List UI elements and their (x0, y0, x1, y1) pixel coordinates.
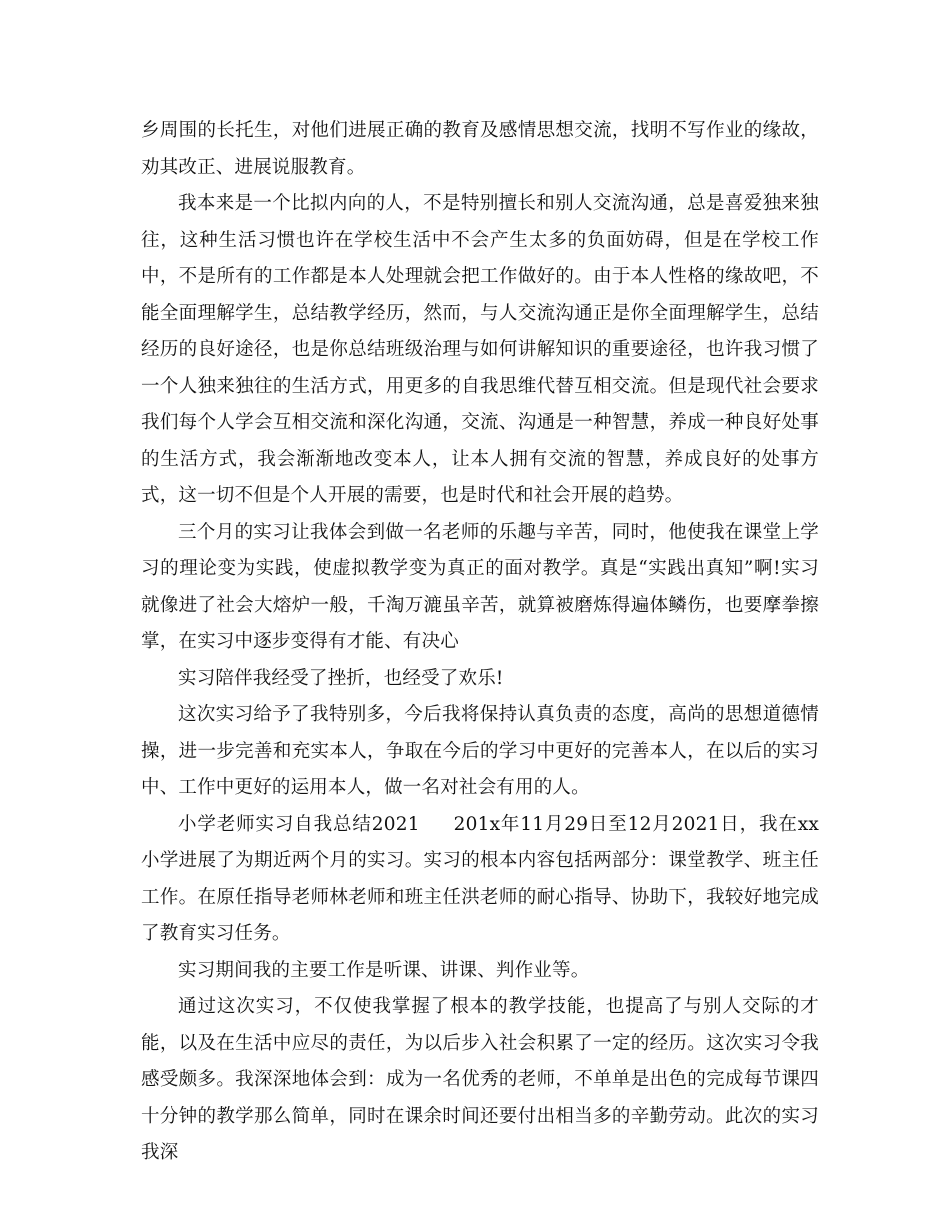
paragraph-setbacks-joy: 实习陪伴我经受了挫折，也经受了欢乐! (178, 667, 504, 689)
paragraph-communication: 我本来是一个比拟内向的人，不是特别擅长和别人交流沟通，总是喜爱独来独往，这种生活习惯也许在学校生活中不会产生太多的负面妨碍，但是在学校工作中，不是所有的工作都是本人处理就会把工作做好的。由于本人性格的缘故吧，不能全面理解学生，总结教学经历，然而，与人交流沟通正是你全面理解学生，总结经历的良好途径，也是你总结班级治理与如何讲解知识的重要途径，也许我习惯了一个人独来独往的生活方式，用更多的自我思维代替互相交流。但是现代社会要求我们每个人学会互相交流和深化沟通，交流、沟通是一种智慧，养成一种良好处事的生活方式，我会渐渐地改变本人，让本人拥有交流的智慧，养成良好的处事方式，这一切不但是个人开展的需要，也是时代和社会开展的趋势。 (141, 193, 819, 506)
paragraph-gains: 通过这次实习，不仅使我掌握了根本的教学技能，也提高了与别人交际的才能，以及在生活中应尽的责任，为以后步入社会积累了一定的经历。这次实习令我感受颇多。我深深地体会到：成为一名优秀的老师，不单单是出色的完成每节课四十分钟的教学那么简单，同时在课余时间还要付出相当多的辛勤劳动。此次的实习我深 (141, 996, 819, 1163)
section-title: 小学老师实习自我总结2021 (178, 813, 420, 835)
document-body (141, 113, 819, 1172)
paragraph-internship-experience: 三个月的实习让我体会到做一名老师的乐趣与辛苦，同时，他使我在课堂上学习的理论变为实践，使虚拟教学变为真正的面对教学。真是“实践出真知”啊!实习就像进了社会大熔炉一般，千淘万漉虽辛苦，就算被磨炼得遍体鳞伤，也要摩拳擦掌，在实习中逐步变得有才能、有决心 (141, 521, 819, 652)
section-text: 201x年11月29日至12月2021日，我在xx小学进展了为期近两个月的实习。实习的根本内容包括两部分：课堂教学、班主任工作。在原任指导老师林老师和班主任洪老师的耐心指导、协助下，我较好地完成了教育实习任务。 (141, 813, 819, 944)
paragraph-summary-2021 (141, 807, 819, 953)
paragraph-future-commitment: 这次实习给予了我特别多，今后我将保持认真负责的态度，高尚的思想道德情操，进一步完善和充实本人，争取在今后的学习中更好的完善本人，在以后的实习中、工作中更好的运用本人，做一名对社会有用的人。 (141, 704, 819, 798)
paragraph-continuation: 乡周围的长托生，对他们进展正确的教育及感情思想交流，找明不写作业的缘故，劝其改正、进展说服教育。 (141, 120, 819, 178)
paragraph-main-work: 实习期间我的主要工作是听课、讲课、判作业等。 (178, 959, 590, 981)
